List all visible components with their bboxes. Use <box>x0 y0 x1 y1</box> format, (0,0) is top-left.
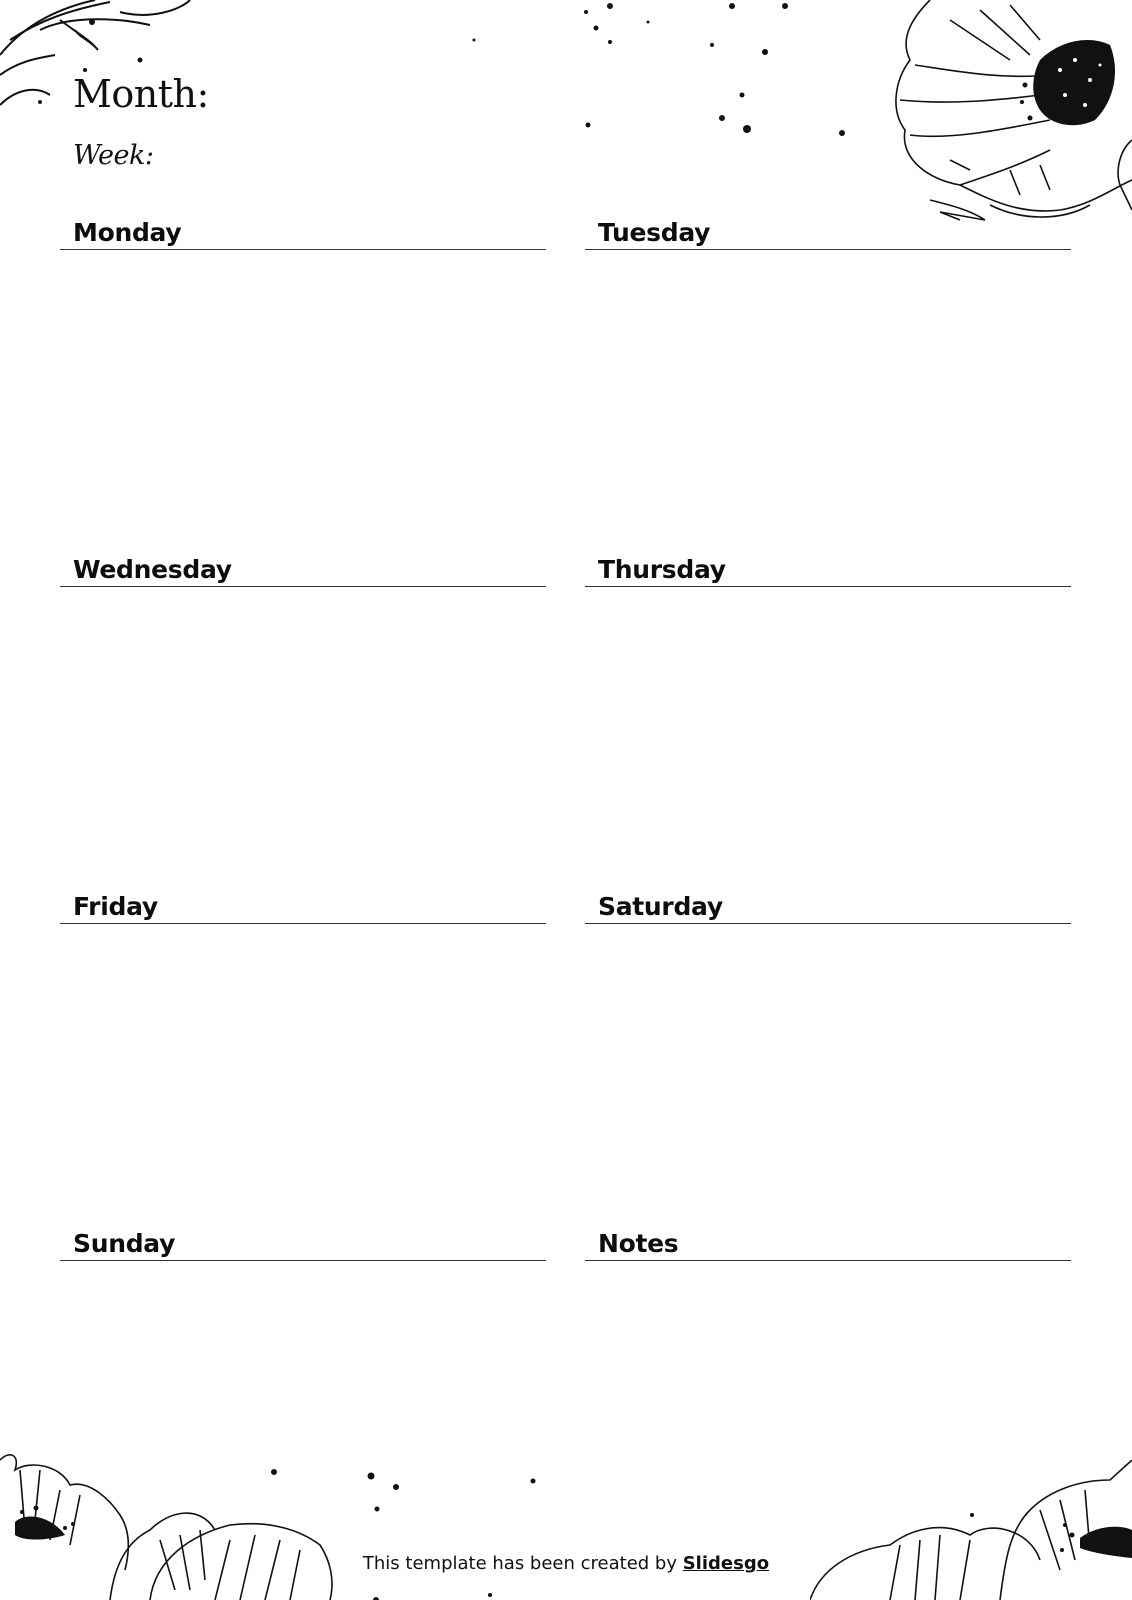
writing-area[interactable] <box>585 1261 1071 1431</box>
section-tuesday[interactable] <box>585 216 1071 550</box>
section-notes[interactable] <box>585 1227 1071 1431</box>
section-saturday[interactable] <box>585 890 1071 1224</box>
section-label: Tuesday <box>598 218 711 247</box>
section-label: Monday <box>73 218 182 247</box>
month-title: Month: <box>73 72 209 116</box>
section-label: Thursday <box>598 555 726 584</box>
writing-area[interactable] <box>585 924 1071 1224</box>
section-friday[interactable] <box>60 890 546 1224</box>
section-label: Sunday <box>73 1229 176 1258</box>
writing-area[interactable] <box>60 1261 546 1431</box>
week-label: Week: <box>73 140 154 171</box>
section-monday[interactable] <box>60 216 546 550</box>
writing-area[interactable] <box>60 587 546 887</box>
writing-area[interactable] <box>60 250 546 550</box>
poppy-flower-top-right <box>890 0 1132 225</box>
section-label: Wednesday <box>73 555 232 584</box>
poppy-flowers-bottom-left <box>0 1450 340 1600</box>
section-wednesday[interactable] <box>60 553 546 887</box>
writing-area[interactable] <box>585 587 1071 887</box>
footer-text: This template has been created by <box>362 1553 683 1574</box>
writing-area[interactable] <box>60 924 546 1224</box>
poppy-flowers-bottom-right <box>810 1460 1132 1600</box>
writing-area[interactable] <box>585 250 1071 550</box>
section-thursday[interactable] <box>585 553 1071 887</box>
section-sunday[interactable] <box>60 1227 546 1431</box>
section-label: Friday <box>73 892 158 921</box>
speckle-dots-bottom <box>240 1460 560 1600</box>
section-label: Notes <box>598 1229 679 1258</box>
slidesgo-link[interactable]: Slidesgo <box>682 1553 770 1574</box>
footer-credit <box>0 1553 1132 1574</box>
section-label: Saturday <box>598 892 723 921</box>
speckle-dots-top <box>460 0 880 150</box>
